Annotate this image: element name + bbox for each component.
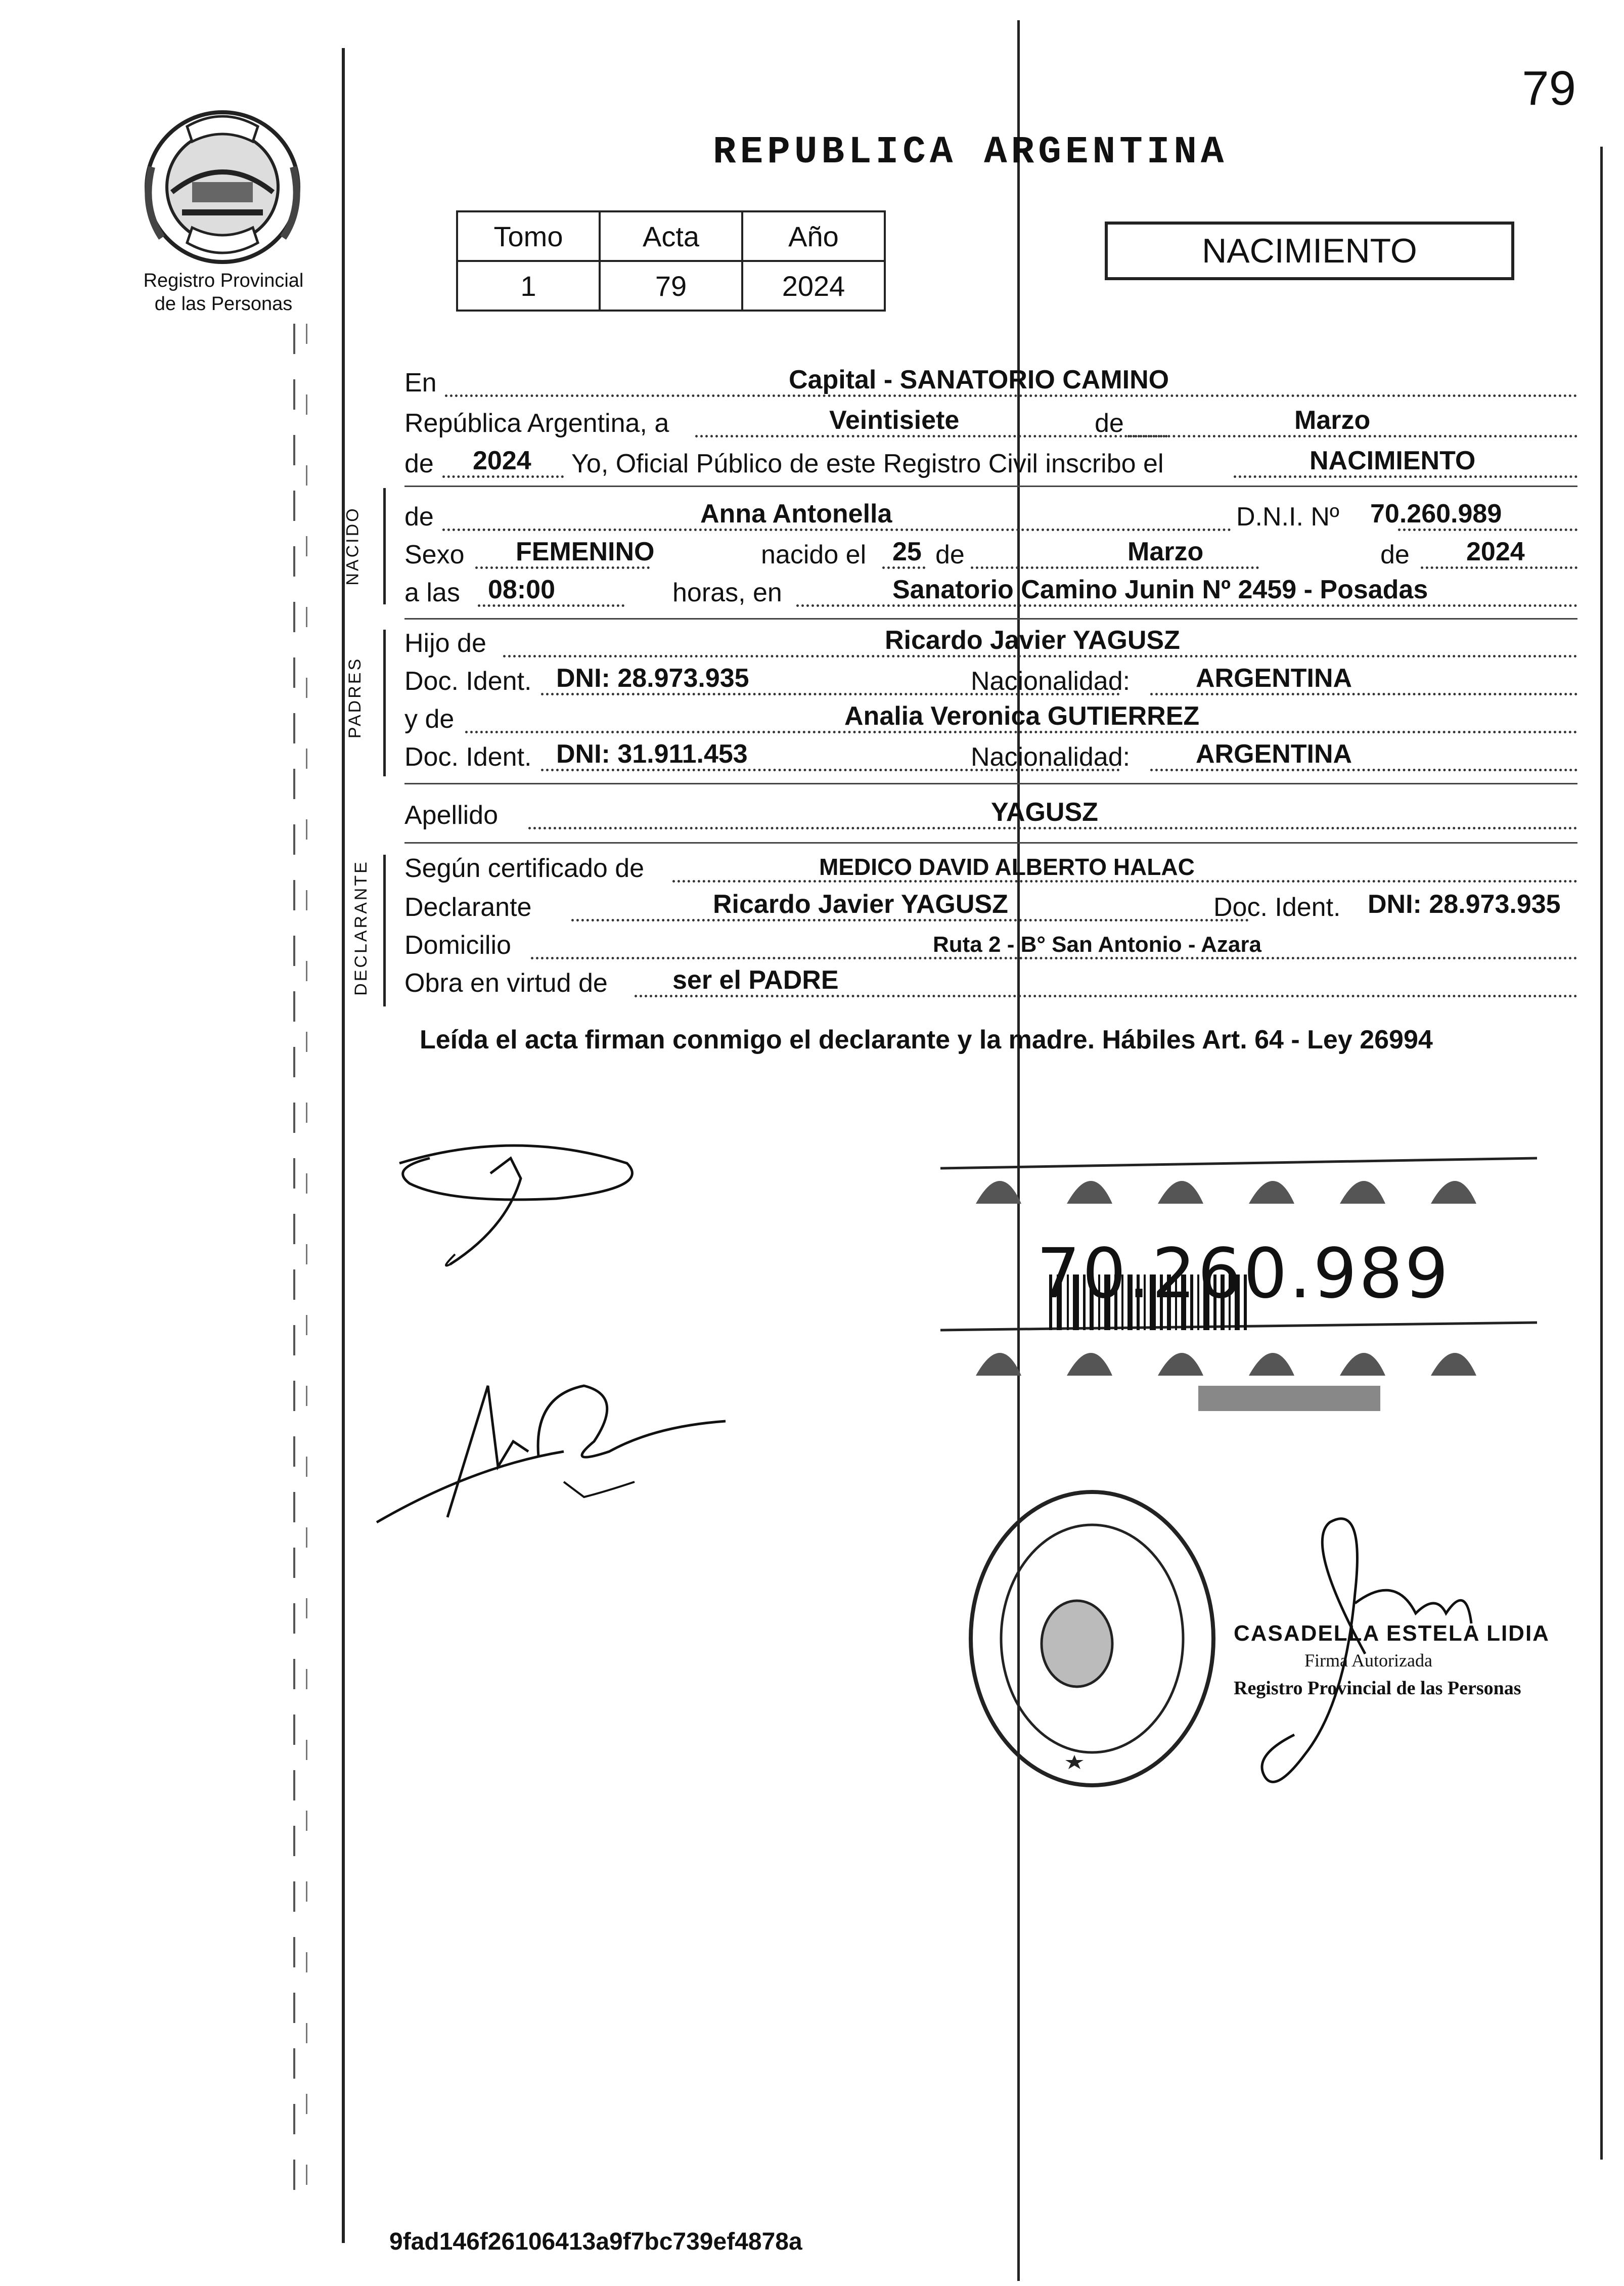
doc-ident-label-2: Doc. Ident.: [404, 742, 532, 772]
country-title: REPUBLICA ARGENTINA: [713, 130, 1228, 174]
day-words-value: Veintisiete: [829, 406, 960, 435]
birth-year-value: 2024: [1466, 537, 1525, 566]
sexo-label: Sexo: [404, 540, 465, 569]
nacionalidad-label-2: Nacionalidad:: [971, 742, 1131, 772]
de-label: de: [1095, 409, 1124, 438]
father-name-value: Ricardo Javier YAGUSZ: [885, 626, 1180, 655]
official-text: Yo, Oficial Público de este Registro Civil inscribo el: [571, 449, 1164, 478]
father-doc-value: DNI: 28.973.935: [556, 664, 749, 693]
left-margin-line: [342, 48, 345, 2243]
section-bar-declarante: [383, 855, 386, 1006]
divider: [404, 618, 1577, 620]
acta-value: 79: [600, 261, 742, 311]
month-value: Marzo: [1294, 406, 1371, 435]
place-value: Capital - SANATORIO CAMINO: [789, 365, 1169, 394]
page-number: 79: [1522, 61, 1576, 115]
de-label-5: de: [1380, 540, 1410, 569]
row-republica: [404, 402, 1577, 443]
row-declarante: [404, 886, 1577, 927]
dni-label: D.N.I. Nº: [1236, 502, 1339, 532]
registry-caption-line1: Registro Provincial: [143, 270, 304, 291]
row-certificado: [404, 847, 1577, 888]
act-value: NACIMIENTO: [1310, 446, 1476, 475]
a-las-label: a las: [404, 578, 460, 607]
obra-label: Obra en virtud de: [404, 969, 608, 998]
row-padre-doc: [404, 660, 1577, 700]
act-type-box: NACIMIENTO: [1105, 222, 1514, 280]
mother-signature: [372, 1366, 736, 1537]
dni-sticker-number: 70.260.989: [1036, 1234, 1451, 1314]
declarant-doc-value: DNI: 28.973.935: [1368, 890, 1561, 919]
nacido-el-label: nacido el: [761, 540, 867, 569]
hijo-de-label: Hijo de: [404, 629, 486, 658]
row-padre: [404, 622, 1577, 663]
obra-value: ser el PADRE: [672, 965, 839, 995]
row-nacido-name: [404, 496, 1577, 536]
act-number-table: [456, 210, 886, 312]
officer-name: CASADELLA ESTELA LIDIA: [1234, 1621, 1550, 1646]
mother-nationality-value: ARGENTINA: [1196, 739, 1352, 769]
doc-ident-label-3: Doc. Ident.: [1213, 893, 1341, 922]
declarante-label: Declarante: [404, 893, 532, 922]
divider: [404, 783, 1577, 784]
apellido-label: Apellido: [404, 801, 499, 830]
officer-org: Registro Provincial de las Personas: [1234, 1678, 1521, 1699]
divider: [404, 842, 1577, 844]
y-de-label: y de: [404, 705, 455, 734]
segun-certificado-label: Según certificado de: [404, 854, 645, 883]
left-edge-dashes-2: [306, 324, 307, 2195]
closing-statement: Leída el acta firman conmigo el declarante y la madre. Hábiles Art. 64 - Ley 26994: [420, 1025, 1433, 1054]
section-bar-nacido: [383, 488, 386, 604]
year-value: 2024: [473, 446, 531, 475]
certificate-value: MEDICO DAVID ALBERTO HALAC: [819, 854, 1195, 880]
registry-seal: [961, 1482, 1224, 1795]
mother-name-value: Analia Veronica GUTIERREZ: [844, 701, 1200, 731]
right-margin-line: [1600, 147, 1603, 2160]
row-domicilio: [404, 924, 1577, 964]
declarant-signature: [389, 1128, 652, 1280]
row-nacido-hora: [404, 572, 1577, 612]
row-apellido: [404, 794, 1577, 834]
birth-day-value: 25: [892, 537, 922, 566]
row-obra: [404, 962, 1577, 1002]
tomo-value: 1: [457, 261, 600, 311]
de-label-2: de: [404, 449, 434, 478]
acta-header: Acta: [600, 211, 742, 261]
document-hash: 9fad146f26106413a9f7bc739ef4878a: [389, 2228, 802, 2255]
row-madre-doc: [404, 736, 1577, 776]
row-en: [404, 362, 1577, 402]
dotted-line: [971, 566, 1259, 569]
divider: [404, 486, 1577, 487]
nacionalidad-label: Nacionalidad:: [971, 667, 1131, 696]
section-bar-padres: [383, 630, 386, 776]
republica-label: República Argentina, a: [404, 409, 669, 438]
row-nacido-sexo: [404, 534, 1577, 574]
sexo-value: FEMENINO: [516, 537, 655, 566]
de-label-3: de: [404, 502, 434, 532]
declarant-name-value: Ricardo Javier YAGUSZ: [713, 890, 1008, 919]
section-label-nacido: NACIDO: [343, 506, 363, 586]
row-year: [404, 443, 1577, 483]
en-label: En: [404, 368, 437, 398]
birth-time-value: 08:00: [488, 575, 555, 604]
registry-caption-line2: de las Personas: [154, 293, 293, 315]
section-label-declarante: DECLARANTE: [351, 860, 371, 996]
doc-ident-label: Doc. Ident.: [404, 667, 532, 696]
left-edge-dashes: [293, 324, 295, 2195]
birth-month-value: Marzo: [1127, 537, 1204, 566]
father-nationality-value: ARGENTINA: [1196, 664, 1352, 693]
tomo-header: Tomo: [457, 211, 600, 261]
apellido-value: YAGUSZ: [991, 798, 1098, 827]
domicilio-label: Domicilio: [404, 931, 511, 960]
row-madre: [404, 698, 1577, 738]
de-label-4: de: [935, 540, 965, 569]
child-name-value: Anna Antonella: [700, 499, 892, 529]
child-dni-value: 70.260.989: [1370, 499, 1502, 529]
officer-role: Firma Autorizada: [1304, 1650, 1432, 1670]
anio-value: 2024: [742, 261, 885, 311]
mother-doc-value: DNI: 31.911.453: [556, 739, 748, 769]
registry-caption: [117, 269, 330, 316]
domicilio-value: Ruta 2 - B° San Antonio - Azara: [933, 932, 1261, 957]
provincia-misiones-emblem: [131, 106, 313, 273]
anio-header: Año: [742, 211, 885, 261]
horas-label: horas, en: [672, 578, 782, 607]
birth-place-value: Sanatorio Camino Junin Nº 2459 - Posadas: [892, 575, 1428, 604]
section-label-padres: PADRES: [345, 656, 365, 739]
